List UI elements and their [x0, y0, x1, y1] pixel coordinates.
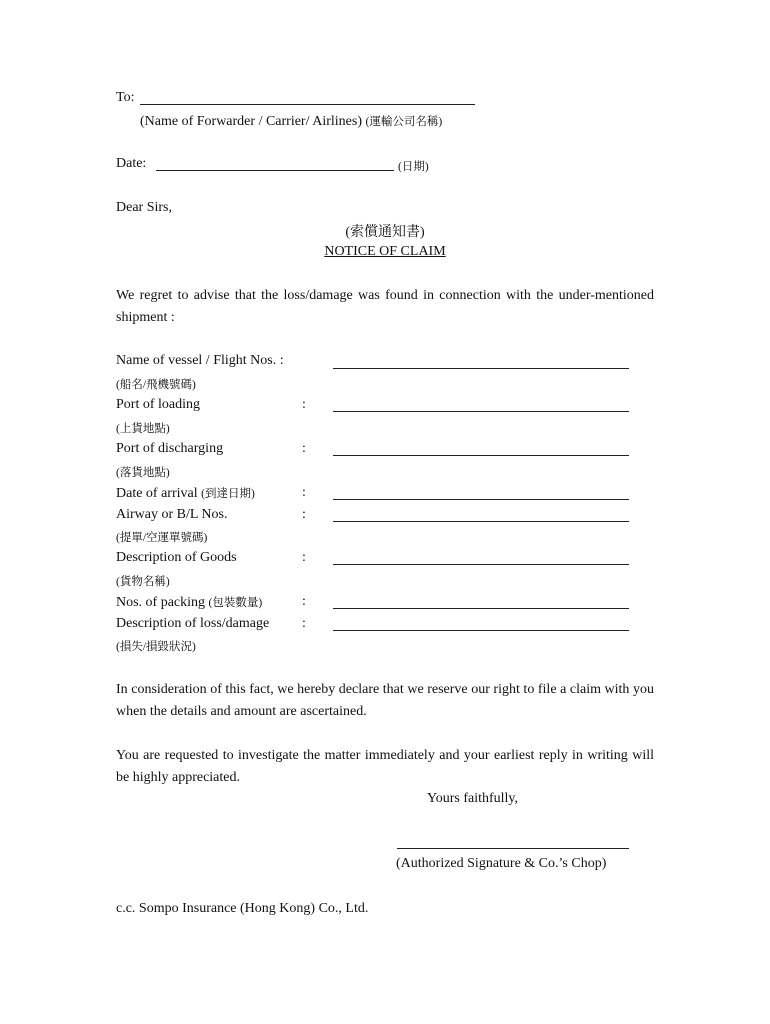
field-goods-colon: :	[302, 550, 306, 565]
field-loading-colon: :	[302, 397, 306, 412]
field-packing-line[interactable]	[333, 608, 629, 609]
closing: Yours faithfully,	[427, 791, 519, 806]
field-vessel-label: Name of vessel / Flight Nos. :	[116, 353, 284, 368]
field-packing-colon: :	[302, 594, 306, 609]
field-loss-sub: (損失/損毀狀況)	[116, 641, 196, 653]
title-en: NOTICE OF CLAIM	[324, 244, 446, 259]
field-goods-line[interactable]	[333, 564, 629, 565]
field-discharging-sub: (落貨地點)	[116, 467, 170, 479]
field-airway-sub: (提單/空運單號碼)	[116, 532, 208, 544]
field-loss-label: Description of loss/damage	[116, 616, 270, 631]
date-label: Date:	[116, 156, 147, 171]
field-arrival-label-wrap	[116, 485, 255, 502]
date-hint-zh: (日期)	[398, 161, 429, 173]
field-airway-colon: :	[302, 507, 306, 522]
investigation-paragraph: You are requested to investigate the matter immediately and your earliest reply in writing will be highly appreciated.	[116, 748, 654, 785]
field-loading-label: Port of loading	[116, 397, 200, 412]
field-packing-zh: (包裝數量)	[208, 597, 263, 609]
to-name-hint-en: (Name of Forwarder / Carrier/ Airlines)	[140, 114, 362, 129]
field-airway-line[interactable]	[333, 521, 629, 522]
intro-paragraph: We regret to advise that the loss/damage was found in connection with the under-mentioned shipment :	[116, 288, 654, 325]
field-loss-line[interactable]	[333, 630, 629, 631]
field-arrival-zh: (到達日期)	[201, 488, 255, 500]
field-arrival-line[interactable]	[333, 499, 629, 500]
to-name-hint-zh: (運輸公司名稱)	[365, 116, 443, 128]
to-label: To:	[116, 90, 135, 105]
field-vessel-sub: (船名/飛機號碼)	[116, 379, 196, 391]
cc-line: c.c. Sompo Insurance (Hong Kong) Co., Ltd.	[116, 901, 369, 916]
field-loss-colon: :	[302, 616, 306, 631]
field-goods-sub: (貨物名稱)	[116, 576, 170, 588]
to-name-hint	[140, 113, 442, 130]
field-packing-label-wrap	[116, 594, 262, 611]
field-vessel-line[interactable]	[333, 368, 629, 369]
title-zh: (索償通知書)	[345, 225, 425, 240]
field-loading-line[interactable]	[333, 411, 629, 412]
signature-line[interactable]	[397, 848, 629, 849]
reservation-paragraph: In consideration of this fact, we hereby declare that we reserve our right to file a claim with you when the details and amount are ascertained.	[116, 682, 654, 719]
to-blank-line[interactable]	[140, 104, 475, 105]
signature-caption: (Authorized Signature & Co.’s Chop)	[396, 856, 607, 871]
field-arrival-label: Date of arrival	[116, 486, 198, 501]
field-discharging-label: Port of discharging	[116, 441, 224, 456]
field-loading-sub: (上貨地點)	[116, 423, 170, 435]
field-discharging-line[interactable]	[333, 455, 629, 456]
date-blank-line[interactable]	[156, 170, 394, 171]
field-goods-label: Description of Goods	[116, 550, 237, 565]
field-airway-label: Airway or B/L Nos.	[116, 507, 228, 522]
field-packing-label: Nos. of packing	[116, 595, 206, 610]
title-en-wrap	[0, 244, 770, 260]
field-arrival-colon: :	[302, 485, 306, 500]
salutation: Dear Sirs,	[116, 200, 172, 215]
field-discharging-colon: :	[302, 441, 306, 456]
